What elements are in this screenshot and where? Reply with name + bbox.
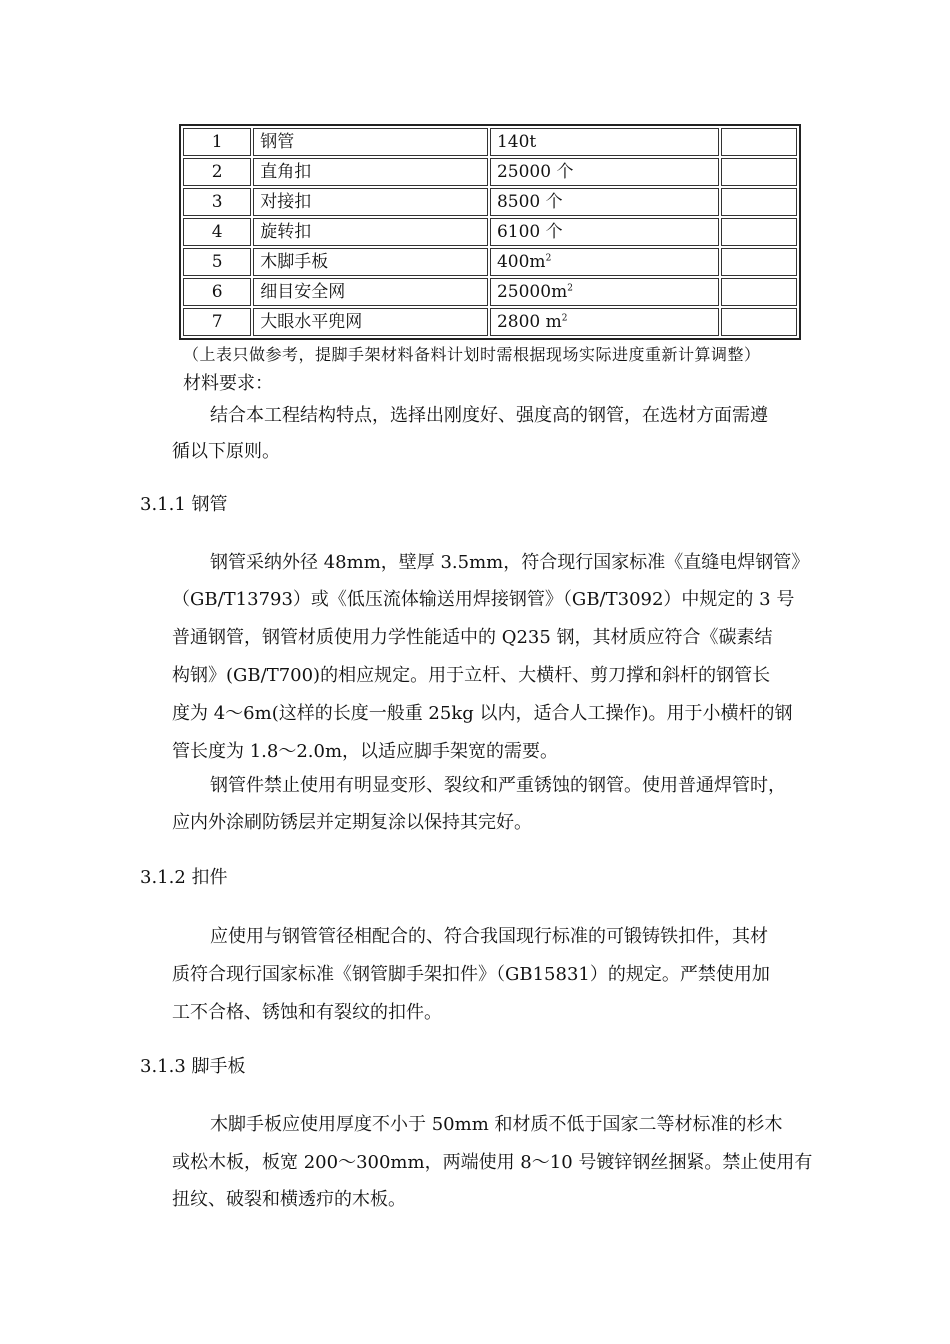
note-cell (721, 158, 797, 186)
quantity-cell-text: 2800 m (496, 312, 562, 332)
quantity-cell-text: 6100 个 (496, 222, 563, 242)
paragraph-line: 工不合格、锈蚀和有裂纹的扣件。 (172, 1002, 442, 1023)
unit-superscript: 2 (545, 253, 552, 264)
material-name-cell-text: 钢管 (260, 132, 295, 152)
paragraph-line: 木脚手板应使用厚度不小于 50mm 和材质不低于国家二等材标准的杉木 (210, 1114, 783, 1135)
material-name-cell-text: 对接扣 (260, 192, 312, 212)
section-heading-fastener: 3.1.2 扣件 (140, 867, 228, 888)
row-number-cell (183, 128, 251, 156)
material-requirements-line-2: 循以下原则。 (172, 441, 280, 462)
row-number-cell-text: 2 (211, 162, 223, 182)
quantity-cell (490, 248, 719, 276)
table-row (183, 308, 797, 336)
table-row (183, 248, 797, 276)
quantity-cell (490, 158, 719, 186)
unit-superscript: 2 (567, 283, 573, 294)
paragraph-line: 管长度为 1.8～2.0m，以适应脚手架宽的需要。 (172, 741, 559, 762)
row-number-cell-text: 7 (211, 312, 223, 332)
note-cell (721, 188, 797, 216)
table-row (183, 278, 797, 306)
table-row (183, 188, 797, 216)
quantity-cell (490, 278, 719, 306)
quantity-cell (490, 308, 719, 336)
paragraph-line: （GB/T13793）或《低压流体输送用焊接钢管》（GB/T3092）中规定的 3 号 (172, 589, 795, 610)
paragraph-line: 扭纹、破裂和横透疖的木板。 (172, 1189, 406, 1210)
material-name-cell (253, 158, 488, 186)
note-cell (721, 218, 797, 246)
paragraph-line: 应内外涂刷防锈层并定期复涂以保持其完好。 (172, 812, 532, 833)
material-name-cell (253, 218, 488, 246)
quantity-cell (490, 128, 719, 156)
table-row (183, 158, 797, 186)
paragraph-line: 度为 4～6m(这样的长度一般重 25kg 以内，适合人工操作)。用于小横杆的钢 (172, 703, 793, 724)
row-number-cell-text: 5 (211, 252, 223, 272)
quantity-cell (490, 188, 719, 216)
note-cell (721, 308, 797, 336)
materials-table (179, 124, 801, 340)
material-name-cell-text: 木脚手板 (260, 252, 329, 272)
material-name-cell (253, 248, 488, 276)
material-name-cell-text: 旋转扣 (260, 222, 312, 242)
row-number-cell (183, 158, 251, 186)
material-name-cell (253, 128, 488, 156)
quantity-cell-text: 25000m (496, 282, 568, 302)
material-name-cell (253, 308, 488, 336)
note-cell (721, 278, 797, 306)
quantity-cell (490, 218, 719, 246)
row-number-cell (183, 218, 251, 246)
quantity-cell-text: 140t (496, 132, 537, 152)
quantity-cell-text: 400m (496, 252, 546, 272)
paragraph-line: 质符合现行国家标准《钢管脚手架扣件》（GB15831）的规定。严禁使用加 (172, 964, 770, 985)
row-number-cell-text: 1 (211, 132, 223, 152)
paragraph-line: 构钢》(GB/T700)的相应规定。用于立杆、大横杆、剪刀撑和斜杆的钢管长 (172, 665, 771, 686)
paragraph-line: 应使用与钢管管径相配合的、符合我国现行标准的可锻铸铁扣件，其材 (210, 926, 768, 947)
paragraph-line: 钢管件禁止使用有明显变形、裂纹和严重锈蚀的钢管。使用普通焊管时， (210, 775, 786, 796)
unit-superscript: 2 (561, 313, 568, 324)
material-name-cell (253, 278, 488, 306)
material-name-cell-text: 直角扣 (260, 162, 312, 182)
table-note: （上表只做参考，提脚手架材料备料计划时需根据现场实际进度重新计算调整） (183, 345, 761, 364)
material-name-cell (253, 188, 488, 216)
material-requirements-line-1: 结合本工程结构特点，选择出刚度好、强度高的钢管，在选材方面需遵 (210, 405, 768, 426)
row-number-cell (183, 308, 251, 336)
row-number-cell (183, 248, 251, 276)
paragraph-line: 普通钢管，钢管材质使用力学性能适中的 Q235 钢，其材质应符合《碳素结 (172, 627, 773, 648)
row-number-cell-text: 4 (211, 222, 223, 242)
material-name-cell-text: 细目安全网 (260, 282, 346, 302)
quantity-cell-text: 25000 个 (496, 162, 574, 182)
quantity-cell-text: 8500 个 (496, 192, 563, 212)
table-row (183, 128, 797, 156)
note-cell (721, 128, 797, 156)
material-name-cell-text: 大眼水平兜网 (260, 312, 363, 332)
material-requirements-title: 材料要求： (183, 373, 273, 394)
row-number-cell-text: 6 (211, 282, 223, 302)
paragraph-line: 或松木板，板宽 200～300mm，两端使用 8～10 号镀锌钢丝捆紧。禁止使用有 (172, 1152, 813, 1173)
table-row (183, 218, 797, 246)
row-number-cell-text: 3 (211, 192, 223, 212)
section-heading-scaffold-board: 3.1.3 脚手板 (140, 1056, 246, 1077)
row-number-cell (183, 188, 251, 216)
row-number-cell (183, 278, 251, 306)
section-heading-steel-pipe: 3.1.1 钢管 (140, 494, 228, 515)
paragraph-line: 钢管采纳外径 48mm，壁厚 3.5mm，符合现行国家标准《直缝电焊钢管》 (210, 552, 810, 573)
note-cell (721, 248, 797, 276)
